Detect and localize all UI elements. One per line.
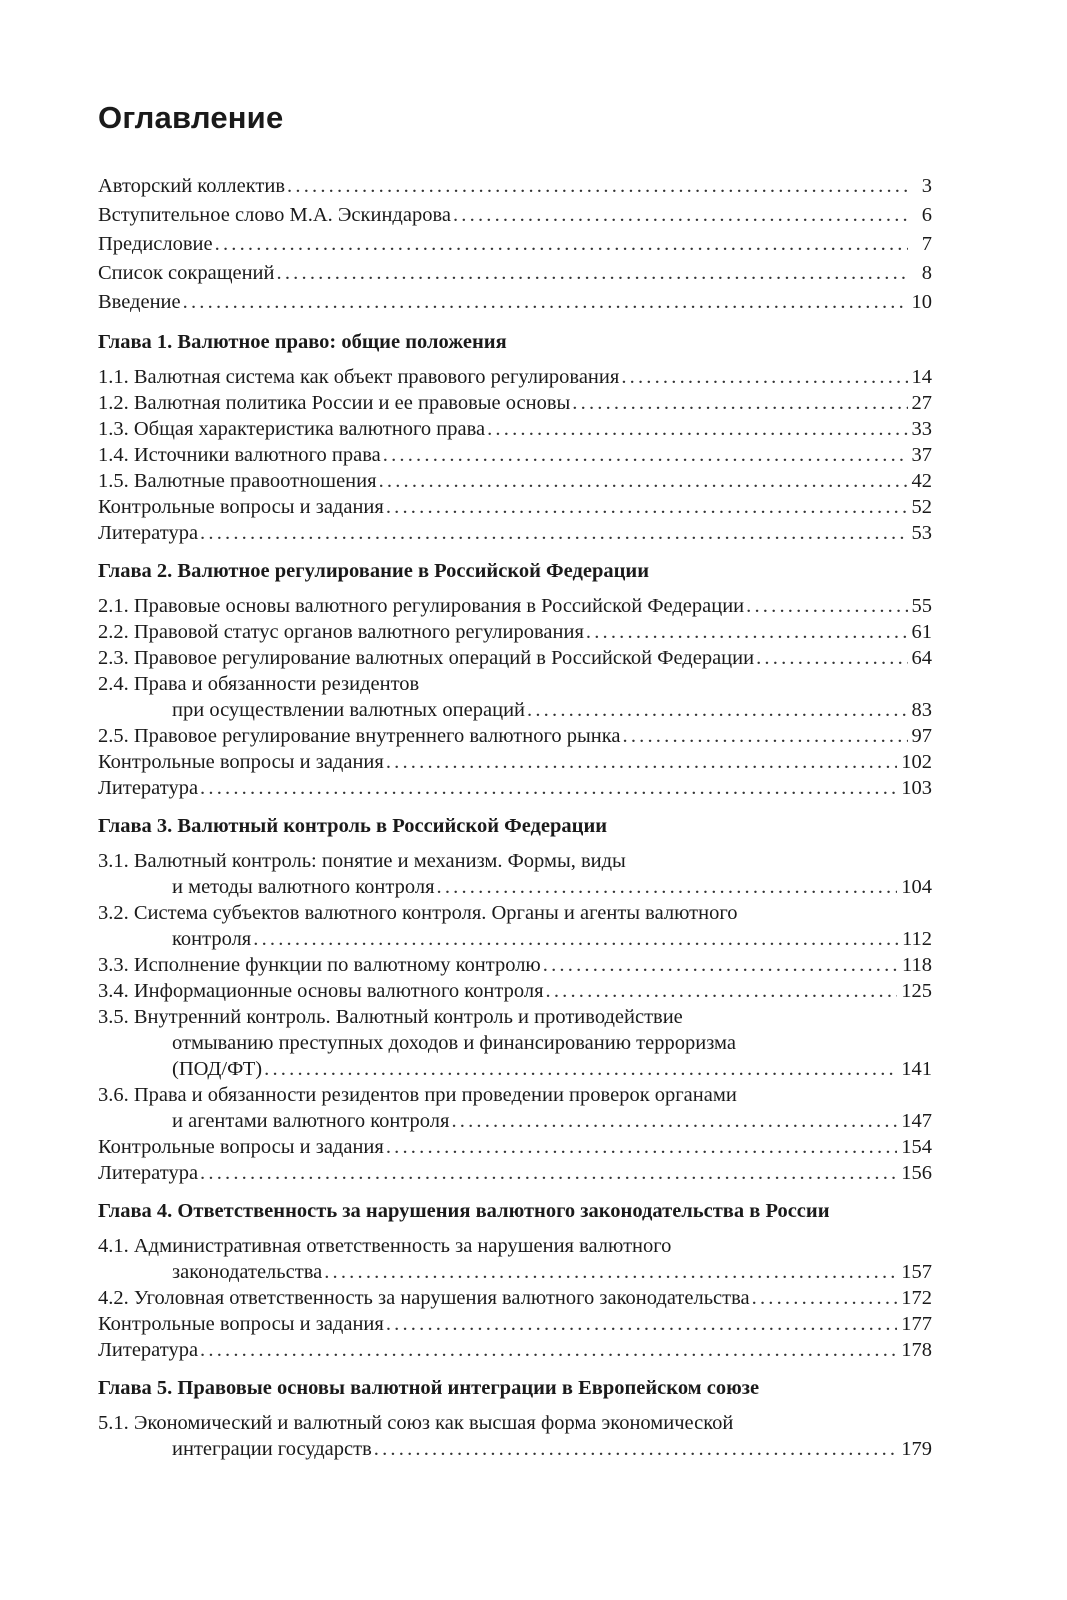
dot-leader bbox=[183, 288, 908, 317]
toc-entry-label: 1.1. Валютная система как объект правового регулирования bbox=[98, 366, 620, 388]
dot-leader bbox=[379, 468, 908, 494]
toc-page-number: 141 bbox=[901, 1058, 932, 1080]
toc-entry[interactable] bbox=[98, 1056, 932, 1082]
toc-entry-label: Литература bbox=[98, 1162, 199, 1184]
dot-leader bbox=[287, 172, 908, 201]
toc-entry-label: 3.3. Исполнение функции по валютному контролю bbox=[98, 954, 541, 976]
toc-entry-label: 1.4. Источники валютного права bbox=[98, 444, 381, 466]
toc-entry-label: 1.5. Валютные правоотношения bbox=[98, 470, 377, 492]
toc-page-number: 112 bbox=[902, 928, 932, 950]
toc-entry-label: Введение bbox=[98, 291, 181, 313]
toc-entry-label: 3.4. Информационные основы валютного контроля bbox=[98, 980, 544, 1002]
chapter-heading[interactable]: Глава 4. Ответственность за нарушения валютного законодательства в России bbox=[98, 1200, 830, 1222]
toc-entry[interactable] bbox=[98, 1311, 932, 1337]
toc-entry[interactable] bbox=[98, 952, 932, 978]
toc-entry[interactable] bbox=[98, 1160, 932, 1186]
toc-page-number: 83 bbox=[911, 699, 932, 721]
toc-page-number: 14 bbox=[911, 366, 932, 388]
toc-page-number: 102 bbox=[901, 751, 932, 773]
dot-leader bbox=[586, 619, 908, 645]
dot-leader bbox=[200, 775, 897, 801]
dot-leader bbox=[324, 1259, 897, 1285]
dot-leader bbox=[437, 874, 898, 900]
dot-leader bbox=[383, 442, 908, 468]
toc-entry[interactable] bbox=[98, 259, 932, 288]
toc-page-number: 177 bbox=[901, 1313, 932, 1335]
toc-page-number: 103 bbox=[901, 777, 932, 799]
toc-page-number: 147 bbox=[901, 1110, 932, 1132]
toc-entry-label-continuation: (ПОД/ФТ) bbox=[172, 1058, 263, 1080]
chapter-section bbox=[98, 329, 932, 546]
toc-page-number: 64 bbox=[911, 647, 932, 669]
chapter-heading[interactable]: Глава 3. Валютный контроль в Российской Федерации bbox=[98, 815, 608, 837]
toc-entry[interactable] bbox=[98, 593, 932, 619]
dot-leader bbox=[453, 201, 908, 230]
toc-page-number: 178 bbox=[901, 1339, 932, 1361]
toc-entry-label-continuation: законодательства bbox=[172, 1261, 323, 1283]
toc-entry-first-line[interactable]: 3.1. Валютный контроль: понятие и механизм. Формы, виды bbox=[98, 850, 626, 872]
toc-entry[interactable] bbox=[98, 442, 932, 468]
page-title: Оглавление bbox=[98, 100, 284, 135]
dot-leader bbox=[386, 1134, 897, 1160]
toc-entry[interactable] bbox=[98, 749, 932, 775]
toc-entry-first-line[interactable]: 5.1. Экономический и валютный союз как высшая форма экономической bbox=[98, 1412, 734, 1434]
toc-page-number: 156 bbox=[901, 1162, 932, 1184]
toc-page-number: 53 bbox=[911, 522, 932, 544]
front-matter-list bbox=[98, 172, 932, 317]
toc-entry[interactable] bbox=[98, 416, 932, 442]
toc-entry-label: Литература bbox=[98, 1339, 199, 1361]
toc-page-number: 42 bbox=[911, 470, 932, 492]
toc-page-number: 3 bbox=[921, 175, 932, 197]
toc-entry[interactable] bbox=[98, 390, 932, 416]
toc-entry[interactable] bbox=[98, 468, 932, 494]
toc-entry[interactable] bbox=[98, 230, 932, 259]
dot-leader bbox=[200, 1337, 897, 1363]
toc-page-number: 118 bbox=[902, 954, 932, 976]
chapter-section bbox=[98, 813, 932, 1186]
toc-entry-label: 1.2. Валютная политика России и ее правовые основы bbox=[98, 392, 571, 414]
toc-entry[interactable] bbox=[98, 1285, 932, 1311]
dot-leader bbox=[200, 520, 907, 546]
toc-entry[interactable] bbox=[98, 926, 932, 952]
toc-entry-label-continuation: и методы валютного контроля bbox=[172, 876, 435, 898]
toc-page-number: 52 bbox=[911, 496, 932, 518]
dot-leader bbox=[623, 723, 908, 749]
dot-leader bbox=[264, 1056, 897, 1082]
dot-leader bbox=[543, 952, 898, 978]
toc-entry-label: Литература bbox=[98, 777, 199, 799]
toc-entry[interactable] bbox=[98, 775, 932, 801]
toc-entry-label: Авторский коллектив bbox=[98, 175, 286, 197]
toc-page-number: 6 bbox=[921, 204, 932, 226]
dot-leader bbox=[451, 1108, 897, 1134]
dot-leader bbox=[487, 416, 907, 442]
chapter-heading[interactable]: Глава 1. Валютное право: общие положения bbox=[98, 331, 507, 353]
toc-page-number: 10 bbox=[911, 291, 932, 313]
toc-page-number: 55 bbox=[911, 595, 932, 617]
toc-entry-label: Вступительное слово М.А. Эскиндарова bbox=[98, 204, 451, 226]
toc-entry-label: 4.2. Уголовная ответственность за нарушения валютного законодательства bbox=[98, 1287, 750, 1309]
chapter-section bbox=[98, 1375, 932, 1462]
dot-leader bbox=[756, 645, 907, 671]
toc-entry-label-continuation: и агентами валютного контроля bbox=[172, 1110, 450, 1132]
dot-leader bbox=[374, 1436, 897, 1462]
dot-leader bbox=[546, 978, 898, 1004]
toc-page-number: 37 bbox=[911, 444, 932, 466]
chapter-heading[interactable]: Глава 2. Валютное регулирование в Российской Федерации bbox=[98, 560, 650, 582]
toc-entry[interactable] bbox=[98, 645, 932, 671]
toc-entry[interactable] bbox=[98, 520, 932, 546]
toc-entry[interactable] bbox=[98, 1337, 932, 1363]
toc-page-number: 179 bbox=[901, 1438, 932, 1460]
toc-page-number: 33 bbox=[911, 418, 932, 440]
toc-entry[interactable] bbox=[98, 1259, 932, 1285]
toc-entry[interactable] bbox=[98, 201, 932, 230]
toc-entry[interactable] bbox=[98, 723, 932, 749]
toc-entry[interactable] bbox=[98, 1436, 932, 1462]
toc-page-number: 8 bbox=[921, 262, 932, 284]
dot-leader bbox=[621, 364, 907, 390]
toc-page-number: 7 bbox=[921, 233, 932, 255]
dot-leader bbox=[746, 593, 907, 619]
dot-leader bbox=[386, 749, 897, 775]
toc-page-number: 157 bbox=[901, 1261, 932, 1283]
toc-entry-label: Предисловие bbox=[98, 233, 213, 255]
toc-entry-first-line[interactable]: 4.1. Административная ответственность за нарушения валютного bbox=[98, 1235, 672, 1257]
dot-leader bbox=[527, 697, 907, 723]
toc-entry-label: Контрольные вопросы и задания bbox=[98, 1313, 384, 1335]
toc-entry-label: 1.3. Общая характеристика валютного права bbox=[98, 418, 486, 440]
toc-page-number: 172 bbox=[901, 1287, 932, 1309]
toc-entry[interactable] bbox=[98, 978, 932, 1004]
toc-entry-middle-line: отмыванию преступных доходов и финансированию терроризма bbox=[172, 1032, 736, 1054]
toc-entry-label-continuation: контроля bbox=[172, 928, 252, 950]
toc-page-number: 125 bbox=[901, 980, 932, 1002]
dot-leader bbox=[277, 259, 908, 288]
dot-leader bbox=[386, 494, 908, 520]
toc-entry-first-line[interactable]: 3.2. Система субъектов валютного контроля. Органы и агенты валютного bbox=[98, 902, 738, 924]
toc-entry[interactable] bbox=[98, 1134, 932, 1160]
toc-page-number: 104 bbox=[901, 876, 932, 898]
toc-entry[interactable] bbox=[98, 697, 932, 723]
toc-entry-label: 2.5. Правовое регулирование внутреннего валютного рынка bbox=[98, 725, 621, 747]
toc-entry-first-line[interactable]: 2.4. Права и обязанности резидентов bbox=[98, 673, 420, 695]
toc-entry-first-line[interactable]: 3.5. Внутренний контроль. Валютный контроль и противодействие bbox=[98, 1006, 683, 1028]
dot-leader bbox=[200, 1160, 897, 1186]
toc-page-number: 27 bbox=[911, 392, 932, 414]
toc-entry-first-line[interactable]: 3.6. Права и обязанности резидентов при проведении проверок органами bbox=[98, 1084, 737, 1106]
toc-page-number: 61 bbox=[911, 621, 932, 643]
dot-leader bbox=[386, 1311, 897, 1337]
toc-entry[interactable] bbox=[98, 288, 932, 317]
toc-entry-label: Контрольные вопросы и задания bbox=[98, 1136, 384, 1158]
toc-page-number: 154 bbox=[901, 1136, 932, 1158]
toc-entry-label: Контрольные вопросы и задания bbox=[98, 496, 384, 518]
toc-entry[interactable] bbox=[98, 1108, 932, 1134]
toc-entry[interactable] bbox=[98, 874, 932, 900]
chapter-section bbox=[98, 558, 932, 801]
chapter-section bbox=[98, 1198, 932, 1363]
toc-entry-label: 2.1. Правовые основы валютного регулирования в Российской Федерации bbox=[98, 595, 745, 617]
toc-entry[interactable] bbox=[98, 364, 932, 390]
table-of-contents bbox=[98, 100, 932, 1462]
toc-entry-label-continuation: при осуществлении валютных операций bbox=[172, 699, 526, 721]
toc-entry-label: Контрольные вопросы и задания bbox=[98, 751, 384, 773]
toc-entry-label: 2.2. Правовой статус органов валютного регулирования bbox=[98, 621, 584, 643]
toc-entry[interactable] bbox=[98, 619, 932, 645]
toc-entry-label: 2.3. Правовое регулирование валютных операций в Российской Федерации bbox=[98, 647, 755, 669]
dot-leader bbox=[572, 390, 907, 416]
toc-entry-label: Список сокращений bbox=[98, 262, 275, 284]
chapter-heading[interactable]: Глава 5. Правовые основы валютной интеграции в Европейском союзе bbox=[98, 1377, 760, 1399]
dot-leader bbox=[752, 1285, 898, 1311]
toc-entry-label-continuation: интеграции государств bbox=[172, 1438, 372, 1460]
dot-leader bbox=[215, 230, 908, 259]
toc-page-number: 97 bbox=[911, 725, 932, 747]
dot-leader bbox=[253, 926, 898, 952]
toc-entry[interactable] bbox=[98, 172, 932, 201]
toc-entry-label: Литература bbox=[98, 522, 199, 544]
toc-entry[interactable] bbox=[98, 494, 932, 520]
